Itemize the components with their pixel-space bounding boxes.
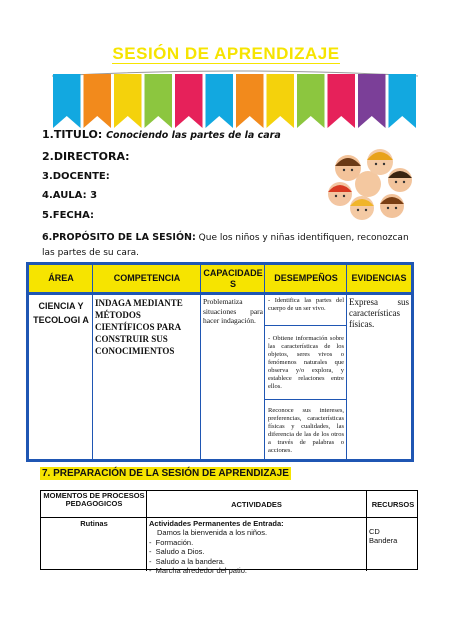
actividades-intro: Damos la bienvenida a los niños. xyxy=(157,528,268,538)
bunting-flag xyxy=(84,74,112,128)
header-competencia: COMPETENCIA xyxy=(113,273,181,283)
header-actividades: ACTIVIDADES xyxy=(231,500,282,509)
header-area: ÁREA xyxy=(48,273,74,283)
cell-recursos xyxy=(369,527,417,546)
actividades-title: Actividades Permanentes de Entrada: xyxy=(149,519,284,528)
session-purpose: 6.PROPÓSITO DE LA SESIÓN: Que los niños y niñas identifiquen, reconozcan las partes de su cara. xyxy=(42,232,409,258)
bunting-flag xyxy=(358,74,386,128)
bunting-flag xyxy=(267,74,295,128)
cell-area: CIENCIA Y TECOLOGI A xyxy=(33,301,89,325)
field-aula: 4.AULA: 3 xyxy=(42,190,98,201)
preparation-table xyxy=(40,490,418,576)
field-docente: 3.DOCENTE: xyxy=(42,171,110,182)
cell-competencia: INDAGA MEDIANTE MÉTODOS CIENTÍFICOS PARA CONSTRUIR SUS CONOCIMIENTOS xyxy=(95,298,183,356)
list-item: - Marcha alrededor del patio. xyxy=(149,566,247,576)
list-item: - Saludo a Dios. xyxy=(149,547,205,557)
field-directora: 2.DIRECTORA: xyxy=(42,150,130,163)
header-evidencias: EVIDENCIAS xyxy=(351,273,407,283)
header-capacidades: CAPACIDADE S xyxy=(203,267,263,289)
bunting-flag xyxy=(389,74,417,128)
bunting-flag xyxy=(206,74,234,128)
cell-desempeno-3: Reconoce sus intereses, preferencias, características físicas y cualidades, las diferencia de las de los otros a través de palabras o acciones. xyxy=(268,407,344,454)
cell-momento: Rutinas xyxy=(80,519,108,528)
bunting-flag xyxy=(114,74,142,128)
section-7-heading: 7. PREPARACIÓN DE LA SESIÓN DE APRENDIZAJE xyxy=(42,468,289,479)
list-item: - Formación. xyxy=(149,537,194,547)
bunting-flag xyxy=(297,74,325,128)
bunting-flag xyxy=(53,74,81,128)
competency-table xyxy=(26,262,414,462)
cell-capacidades: Problematiza situaciones para hacer indagación. xyxy=(203,297,263,325)
recurso-item: Bandera xyxy=(369,536,398,546)
bunting-flag xyxy=(328,74,356,128)
bunting-banner-image xyxy=(52,70,418,132)
bunting-flag xyxy=(236,74,264,128)
field-fecha: 5.FECHA: xyxy=(42,210,95,221)
header-momentos: MOMENTOS DE PROCESOS PEDAGOGICOS xyxy=(43,491,145,508)
recurso-item: CD xyxy=(369,527,380,536)
children-illustration xyxy=(318,146,418,222)
cell-desempeno-2: - Obtiene información sobre las características de los objetos, seres vivos o fenómenos naturales que observa y/o explora, y establece relaciones entre ellos. xyxy=(268,335,344,390)
field-title: 1.TITULO: Conociendo las partes de la cara xyxy=(42,128,281,141)
cell-actividades xyxy=(149,519,365,575)
header-desempenos: DESEMPEÑOS xyxy=(274,273,338,283)
header-recursos: RECURSOS xyxy=(371,500,415,509)
cell-desempeno-1: - Identifica las partes del cuerpo de un ser vivo. xyxy=(268,297,344,312)
bunting-flag xyxy=(145,74,173,128)
page-title: SESIÓN DE APRENDIZAJE xyxy=(112,44,340,63)
bunting-flag xyxy=(175,74,203,128)
list-item: - Saludo a la bandera. xyxy=(149,556,225,566)
cell-evidencias: Expresa sus características físicas. xyxy=(349,297,409,329)
